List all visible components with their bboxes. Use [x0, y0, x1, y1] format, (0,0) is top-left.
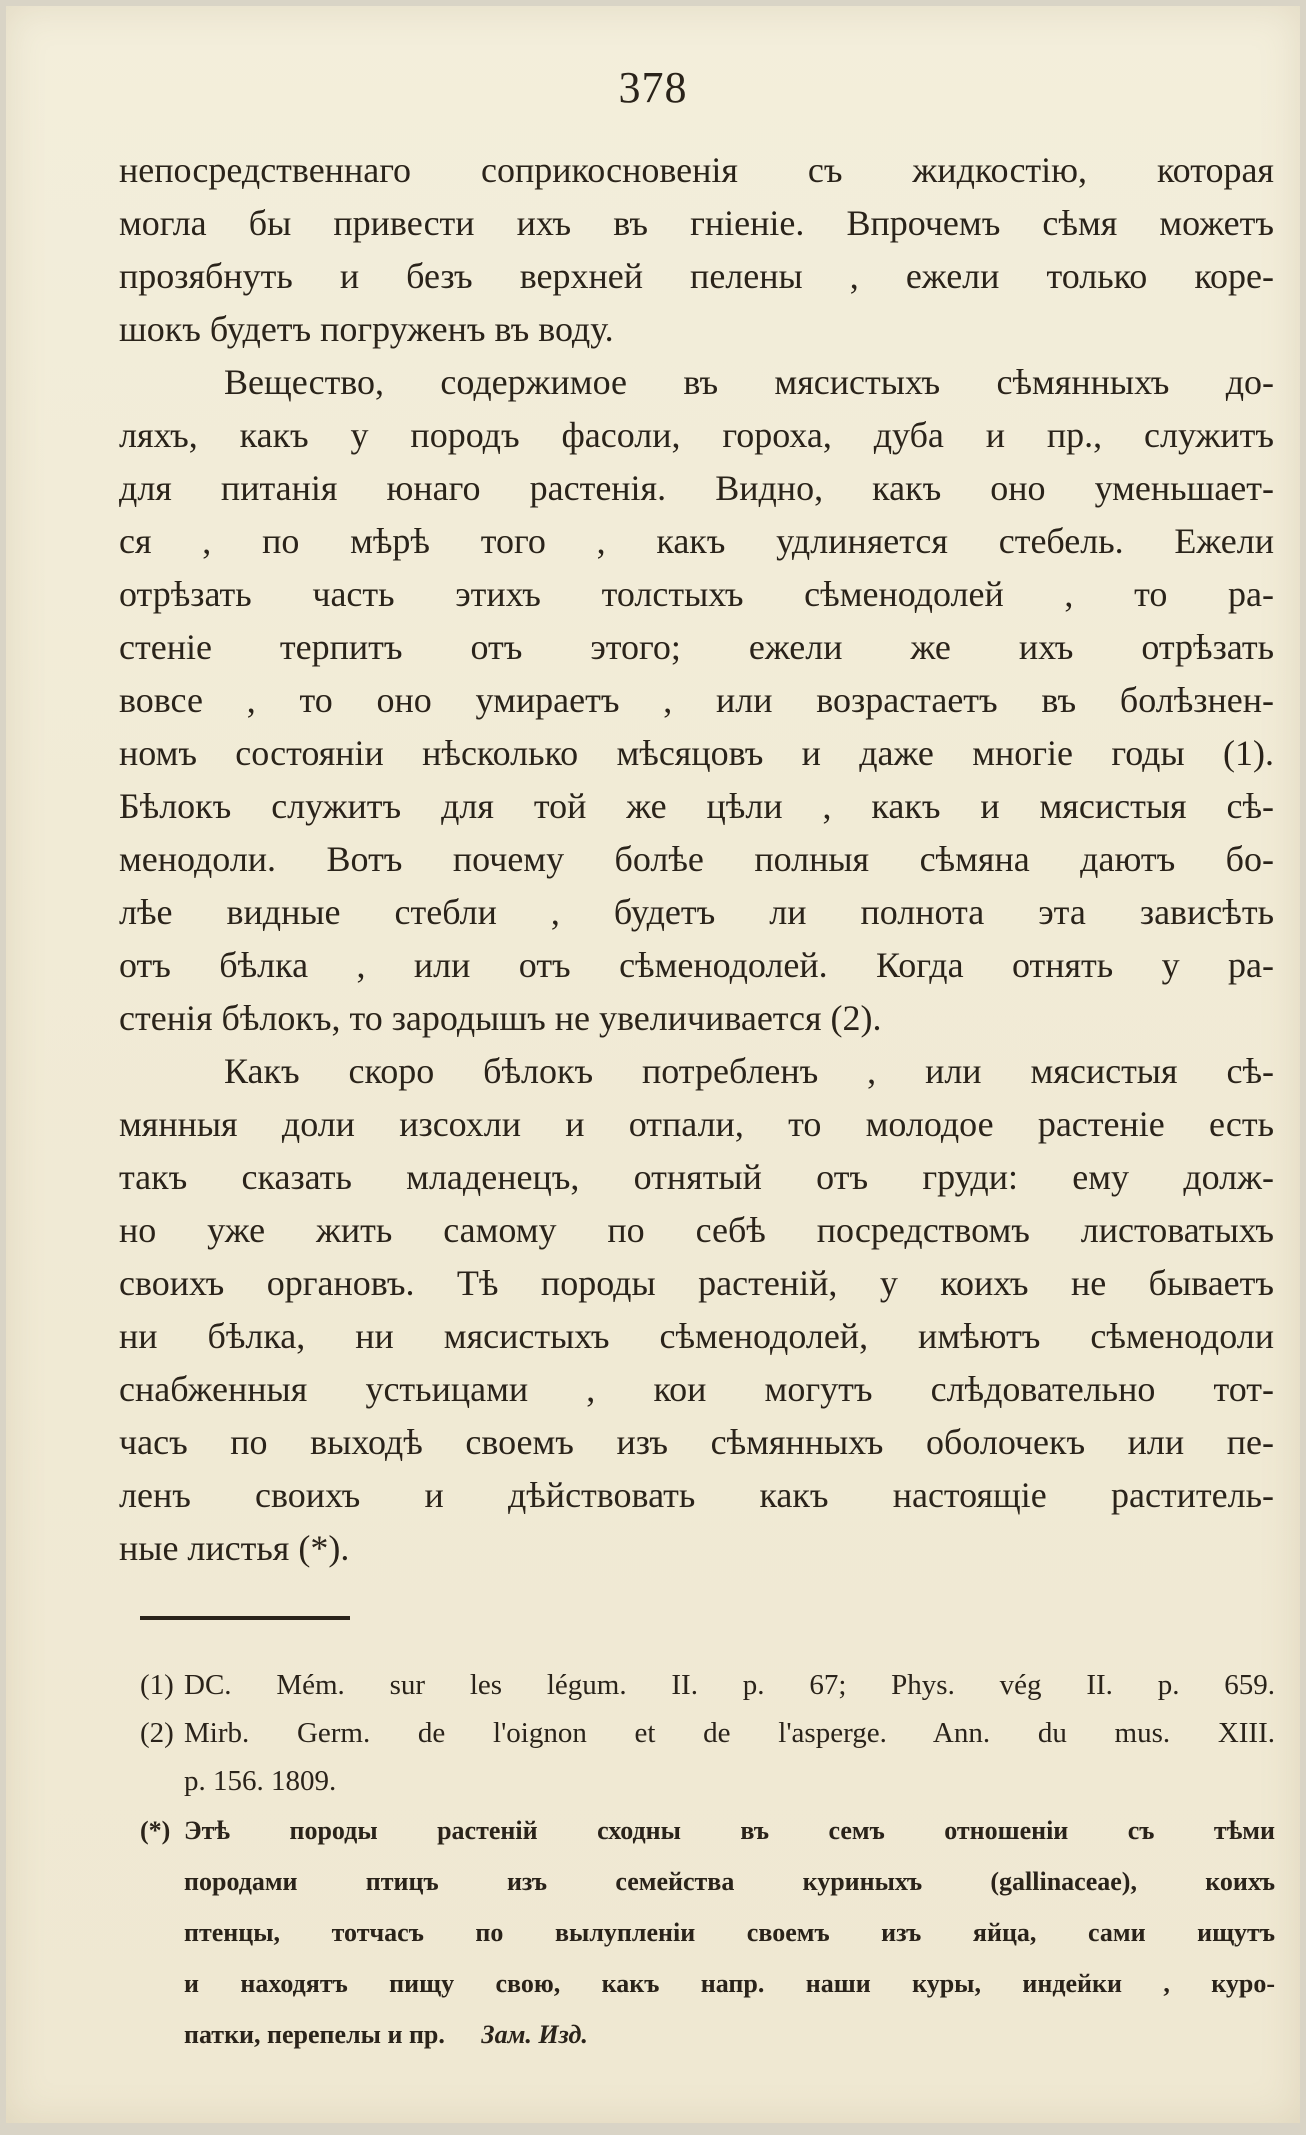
- text-line: отрѣзать часть этихъ толстыхъ сѣменодолей , то ра-: [119, 574, 1274, 614]
- text-line: стеніе терпитъ отъ этого; ежели же ихъ отрѣзать: [119, 627, 1274, 667]
- footnote-mark: (*): [140, 1816, 171, 1845]
- text-line: ни бѣлка, ни мясистыхъ сѣменодолей, имѣютъ сѣменодоли: [119, 1316, 1274, 1356]
- text-line: отъ бѣлка , или отъ сѣменодолей. Когда отнять у ра-: [119, 945, 1274, 985]
- editor-note-signature: Зам. Изд.: [481, 2020, 588, 2049]
- body-text: [119, 144, 1274, 1575]
- text-line: часъ по выходѣ своемъ изъ сѣмянныхъ оболочекъ или пе-: [119, 1422, 1274, 1462]
- footnote-2: [140, 1709, 1275, 1757]
- text-line: могла бы привести ихъ въ гніеніе. Впрочемъ сѣмя можетъ: [119, 203, 1274, 243]
- footnote-1: [140, 1661, 1275, 1709]
- footnote-star-line: птенцы, тотчасъ по вылупленіи своемъ изъ яйца, сами ищутъ: [184, 1918, 1275, 1947]
- text-line: лѣе видные стебли , будетъ ли полнота эта зависѣть: [119, 892, 1274, 932]
- text-line: ся , по мѣрѣ того , какъ удлиняется стебель. Ежели: [119, 521, 1274, 561]
- text-line: Какъ скоро бѣлокъ потребленъ , или мясистыя сѣ-: [224, 1051, 1274, 1091]
- text-line: снабженныя устьицами , кои могутъ слѣдовательно тот-: [119, 1369, 1274, 1409]
- footnote-text: Этѣ породы растеній сходны въ семъ отношеніи съ тѣми: [184, 1816, 1275, 1845]
- footnote-text: DC. Mém. sur les légum. II. p. 67; Phys. vég II. p. 659.: [184, 1669, 1275, 1701]
- text-line: ленъ своихъ и дѣйствовать какъ настоящіе раститель-: [119, 1475, 1274, 1515]
- text-line: мянныя доли изсохли и отпали, то молодое растеніе есть: [119, 1104, 1274, 1144]
- footnote-star-line: и находятъ пищу свою, какъ напр. наши куры, индейки , куро-: [184, 1969, 1275, 1998]
- text-line: для питанія юнаго растенія. Видно, какъ оно уменьшает-: [119, 468, 1274, 508]
- footnote-text: патки, перепелы и пр.: [184, 2020, 445, 2049]
- text-line: ные листья (*).: [119, 1528, 350, 1568]
- text-line: ляхъ, какъ у породъ фасоли, гороха, дуба и пр., служитъ: [119, 415, 1274, 455]
- page-number: 378: [618, 63, 688, 112]
- text-line: шокъ будетъ погруженъ въ воду.: [119, 309, 614, 349]
- footnote-star-line: породами птицъ изъ семейства куриныхъ (gallinaceae), коихъ: [184, 1867, 1275, 1896]
- text-line: Вещество, содержимое въ мясистыхъ сѣмянныхъ до-: [224, 362, 1274, 402]
- footnote-star: [140, 1805, 1275, 1856]
- text-line: номъ состояніи нѣсколько мѣсяцовъ и даже многіе годы (1).: [119, 733, 1274, 773]
- footnote-text: Mirb. Germ. de l'oignon et de l'asperge. Ann. du mus. XIII.: [184, 1717, 1275, 1749]
- footnote-star-line-last: [140, 2009, 1275, 2060]
- footnote-2-cont: [140, 1757, 1275, 1805]
- footnote-divider: [140, 1616, 350, 1620]
- text-line: своихъ органовъ. Тѣ породы растеній, у коихъ не бываетъ: [119, 1263, 1274, 1303]
- text-line: вовсе , то оно умираетъ , или возрастаетъ въ болѣзнен-: [119, 680, 1274, 720]
- text-line: непосредственнаго соприкосновенія съ жидкостію, которая: [119, 150, 1274, 190]
- text-line: Бѣлокъ служитъ для той же цѣли , какъ и мясистыя сѣ-: [119, 786, 1274, 826]
- footnote-mark: (1): [140, 1669, 174, 1701]
- text-line: стенія бѣлокъ, то зародышъ не увеличивается (2).: [119, 998, 882, 1038]
- text-line: прозябнуть и безъ верхней пелены , ежели только коре-: [119, 256, 1274, 296]
- book-page: [6, 6, 1300, 2123]
- text-line: такъ сказать младенецъ, отнятый отъ груди: ему долж-: [119, 1157, 1274, 1197]
- text-line: но уже жить самому по себѣ посредствомъ листоватыхъ: [119, 1210, 1274, 1250]
- footnote-mark: (2): [140, 1717, 174, 1749]
- text-line: менодоли. Вотъ почему болѣе полныя сѣмяна даютъ бо-: [119, 839, 1274, 879]
- footnotes: [140, 1661, 1275, 2060]
- footnote-text: p. 156. 1809.: [184, 1765, 337, 1797]
